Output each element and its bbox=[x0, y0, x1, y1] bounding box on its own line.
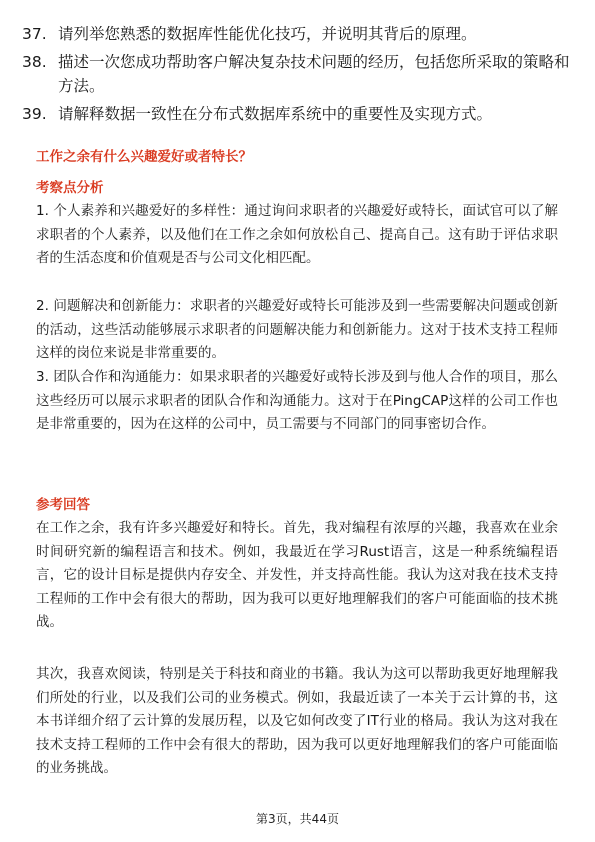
question-text: 描述一次您成功帮助客户解决复杂技术问题的经历，包括您所采取的策略和方法。 bbox=[58, 53, 570, 95]
question-number: 37. bbox=[22, 25, 47, 43]
section-question-heading: 工作之余有什么兴趣爱好或者特长？ bbox=[36, 149, 252, 165]
question-number: 38. bbox=[22, 53, 47, 71]
analysis-paragraph: 2. 问题解决和创新能力：求职者的兴趣爱好或特长可能涉及到一些需要解决问题或创新的活动，这些活动能够展示求职者的问题解决能力和创新能力。这对于技术支持工程师这样的岗位来说是非常重要的。 bbox=[36, 298, 558, 361]
question-item bbox=[22, 50, 570, 98]
answer-heading: 参考回答 bbox=[36, 497, 90, 513]
page-footer: 第3页，共44页 bbox=[256, 812, 339, 826]
question-text: 请列举您熟悉的数据库性能优化技巧，并说明其背后的原理。 bbox=[58, 25, 477, 43]
answer-paragraph: 其次，我喜欢阅读，特别是关于科技和商业的书籍。我认为这可以帮助我更好地理解我们所处的行业，以及我们公司的业务模式。例如，我最近读了一本关于云计算的书，这本书详细介绍了云计算的发展历程，以及它如何改变了IT行业的格局。我认为这对我在技术支持工程师的工作中会有很大的帮助，因为我可以更好地理解我们的客户可能面临的业务挑战。 bbox=[36, 666, 558, 776]
question-list bbox=[22, 22, 570, 130]
question-item bbox=[22, 22, 570, 46]
analysis-heading: 考察点分析 bbox=[36, 180, 104, 196]
answer-paragraph: 在工作之余，我有许多兴趣爱好和特长。首先，我对编程有浓厚的兴趣，我喜欢在业余时间研究新的编程语言和技术。例如，我最近在学习Rust语言，这是一种系统编程语言，它的设计目标是提供内存安全、并发性，并支持高性能。我认为这对我在技术支持工程师的工作中会有很大的帮助，因为我可以更好地理解我们的客户可能面临的技术挑战。 bbox=[36, 520, 558, 630]
analysis-paragraph: 1. 个人素养和兴趣爱好的多样性：通过询问求职者的兴趣爱好或特长，面试官可以了解求职者的个人素养，以及他们在工作之余如何放松自己、提高自己。这有助于评估求职者的生活态度和价值观是否与公司文化相匹配。 bbox=[36, 203, 558, 266]
question-item bbox=[22, 102, 570, 126]
analysis-paragraph: 3. 团队合作和沟通能力：如果求职者的兴趣爱好或特长涉及到与他人合作的项目，那么这些经历可以展示求职者的团队合作和沟通能力。这对于在PingCAP这样的公司工作也是非常重要的，因为在这样的公司中，员工需要与不同部门的同事密切合作。 bbox=[36, 369, 558, 432]
question-number: 39. bbox=[22, 105, 47, 123]
question-text: 请解释数据一致性在分布式数据库系统中的重要性及实现方式。 bbox=[58, 105, 493, 123]
